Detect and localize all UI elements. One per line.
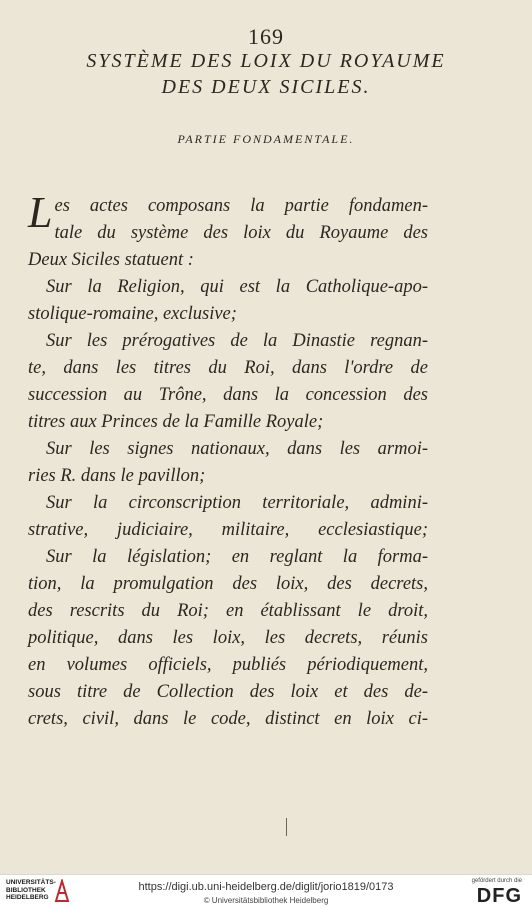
text-line: Sur les prérogatives de la Dinastie regnan- (46, 331, 428, 351)
text-line: politique, dans les loix, les decrets, réunis (28, 628, 428, 648)
text-line: Sur la circonscription territoriale, admini- (46, 493, 428, 513)
text-line: titres aux Princes de la Famille Royale; (28, 412, 324, 432)
text-line: des rescrits du Roi; en établissant le droit, (28, 601, 428, 621)
library-name: UNIVERSITÄTS- BIBLIOTHEK HEIDELBERG (6, 879, 56, 901)
text-line: sous titre de Collection des loix et des de- (28, 682, 428, 702)
page-number: 169 (248, 24, 284, 49)
text-line: te, dans les titres du Roi, dans l'ordre de (28, 358, 428, 378)
text-line: ries R. dans le pavillon; (28, 466, 206, 486)
text-line: Deux Siciles statuent : (28, 250, 194, 270)
funder-note: gefördert durch die (471, 878, 522, 884)
section-subheading: PARTIE FONDAMENTALE. (177, 132, 355, 146)
text-line: en volumes officiels, publiés périodiquement, (28, 655, 428, 675)
text-line: tale du système des loix du Royaume des (54, 223, 428, 243)
text-line: Sur la législation; en reglant la forma- (46, 547, 428, 567)
title-line-1: SYSTÈME DES LOIX DU ROYAUME (86, 50, 446, 72)
text-line: stolique-romaine, exclusive; (28, 304, 237, 324)
dfg-logo[interactable]: DFG (476, 885, 522, 907)
text-line: strative, judiciaire, militaire, ecclesiastique; (28, 520, 428, 540)
body-text (28, 188, 428, 733)
text-line: succession au Trône, dans la concession des (28, 385, 428, 405)
drop-cap: L (28, 188, 53, 237)
text-line: Sur la Religion, qui est la Catholique-apo- (46, 277, 428, 297)
ink-mark (286, 818, 287, 836)
text-line: crets, civil, dans le code, distinct en loix ci- (28, 709, 428, 729)
copyright-notice: © Universitätsbibliothek Heidelberg (203, 896, 329, 905)
text-line: Sur les signes nationaux, dans les armoi- (46, 439, 428, 459)
text-line: Les actes composans la partie fondamen- (28, 188, 428, 237)
viewer-footer (0, 874, 532, 909)
permalink[interactable]: https://digi.ub.uni-heidelberg.de/diglit/jorio1819/0173 (138, 881, 394, 893)
text-line: tion, la promulgation des loix, des decrets, (28, 574, 428, 594)
title-line-2: DES DEUX SICILES. (161, 76, 371, 98)
